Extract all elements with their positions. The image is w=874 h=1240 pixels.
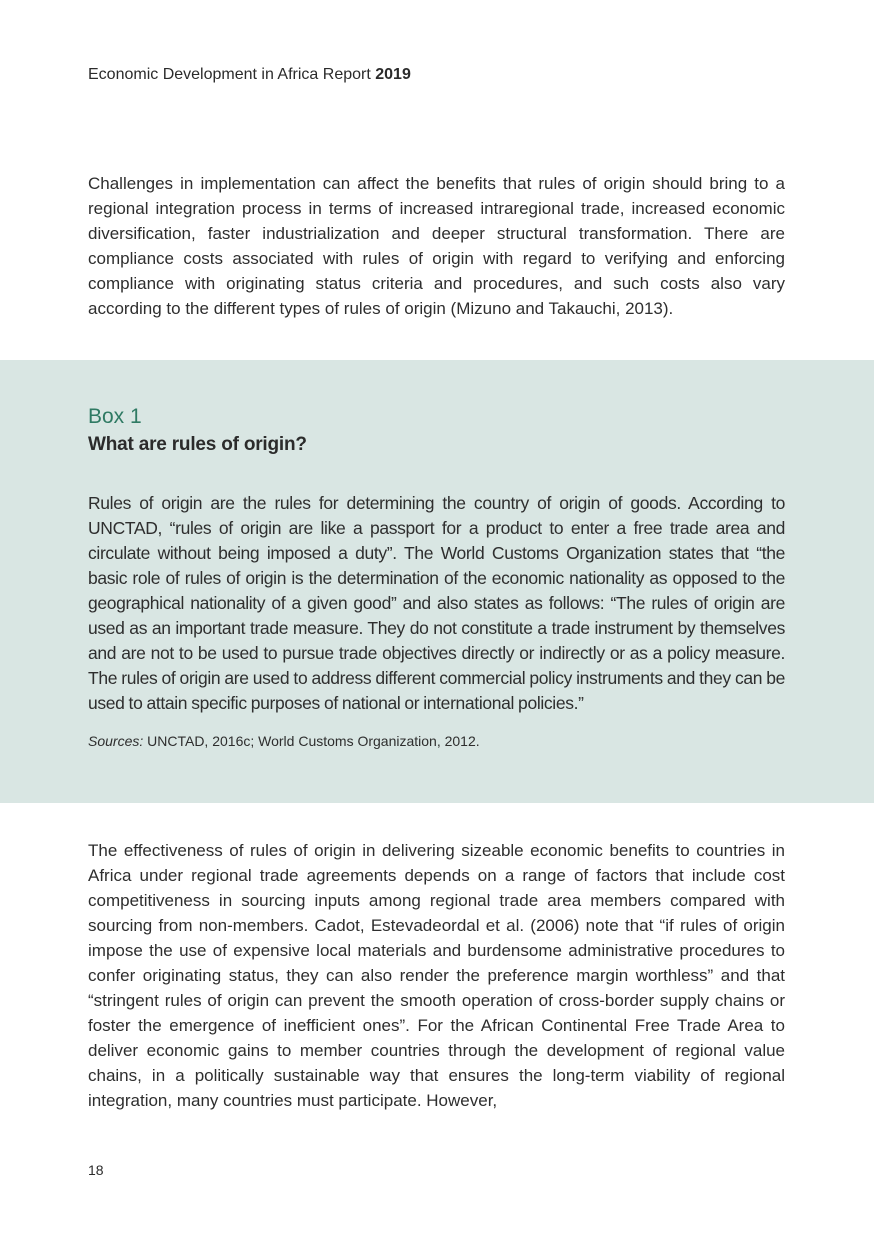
page-number: 18 [88, 1162, 104, 1178]
box-label: Box 1 [88, 405, 142, 428]
sources-label: Sources: [88, 733, 144, 749]
intro-paragraph: Challenges in implementation can affect the benefits that rules of origin should bring to a regional integration process in terms of increased intraregional trade, increased economic diversification, faster industrialization and deeper structural transformation. There are compliance costs associated with rules of origin with regard to verifying and enforcing compliance with originating status criteria and procedures, and such costs also vary according to the different types of rules of origin (Mizuno and Takauchi, 2013). [88, 174, 785, 318]
report-year: 2019 [375, 66, 411, 83]
sources-text: UNCTAD, 2016c; World Customs Organization, 2012. [147, 733, 480, 749]
box-sources [88, 733, 480, 749]
main-paragraph: The effectiveness of rules of origin in delivering sizeable economic benefits to countries in Africa under regional trade agreements depends on a range of factors that include cost competitiveness in sourcing inputs among regional trade area members compared with sourcing from non-members. Cadot, Estevadeordal et al. (2006) note that “if rules of origin impose the use of expensive local materials and burdensome administrative procedures to confer originating status, they can also render the preference margin worthless” and that “stringent rules of origin can prevent the smooth operation of cross-border supply chains or foster the emergence of inefficient ones”. For the African Continental Free Trade Area to deliver economic gains to member countries through the development of regional value chains, in a politically sustainable way that ensures the long-term viability of regional integration, many countries must participate. However, [88, 841, 785, 1110]
box-title: What are rules of origin? [88, 434, 307, 455]
report-title: Economic Development in Africa Report [88, 66, 371, 83]
running-header [88, 66, 411, 84]
box-body: Rules of origin are the rules for determining the country of origin of goods. According to UNCTAD, “rules of origin are like a passport for a product to enter a free trade area and circulate without being imposed a duty”. The World Customs Organization states that “the basic role of rules of origin is the determination of the economic nationality as opposed to the geographical nationality of a given good” and also states as follows: “The rules of origin are used as an important trade measure. They do not constitute a trade instrument by themselves and are not to be used to pursue trade objectives directly or indirectly or as a policy measure. The rules of origin are used to address different commercial policy instruments and they can be used to attain specific purposes of national or international policies.” [88, 493, 785, 713]
